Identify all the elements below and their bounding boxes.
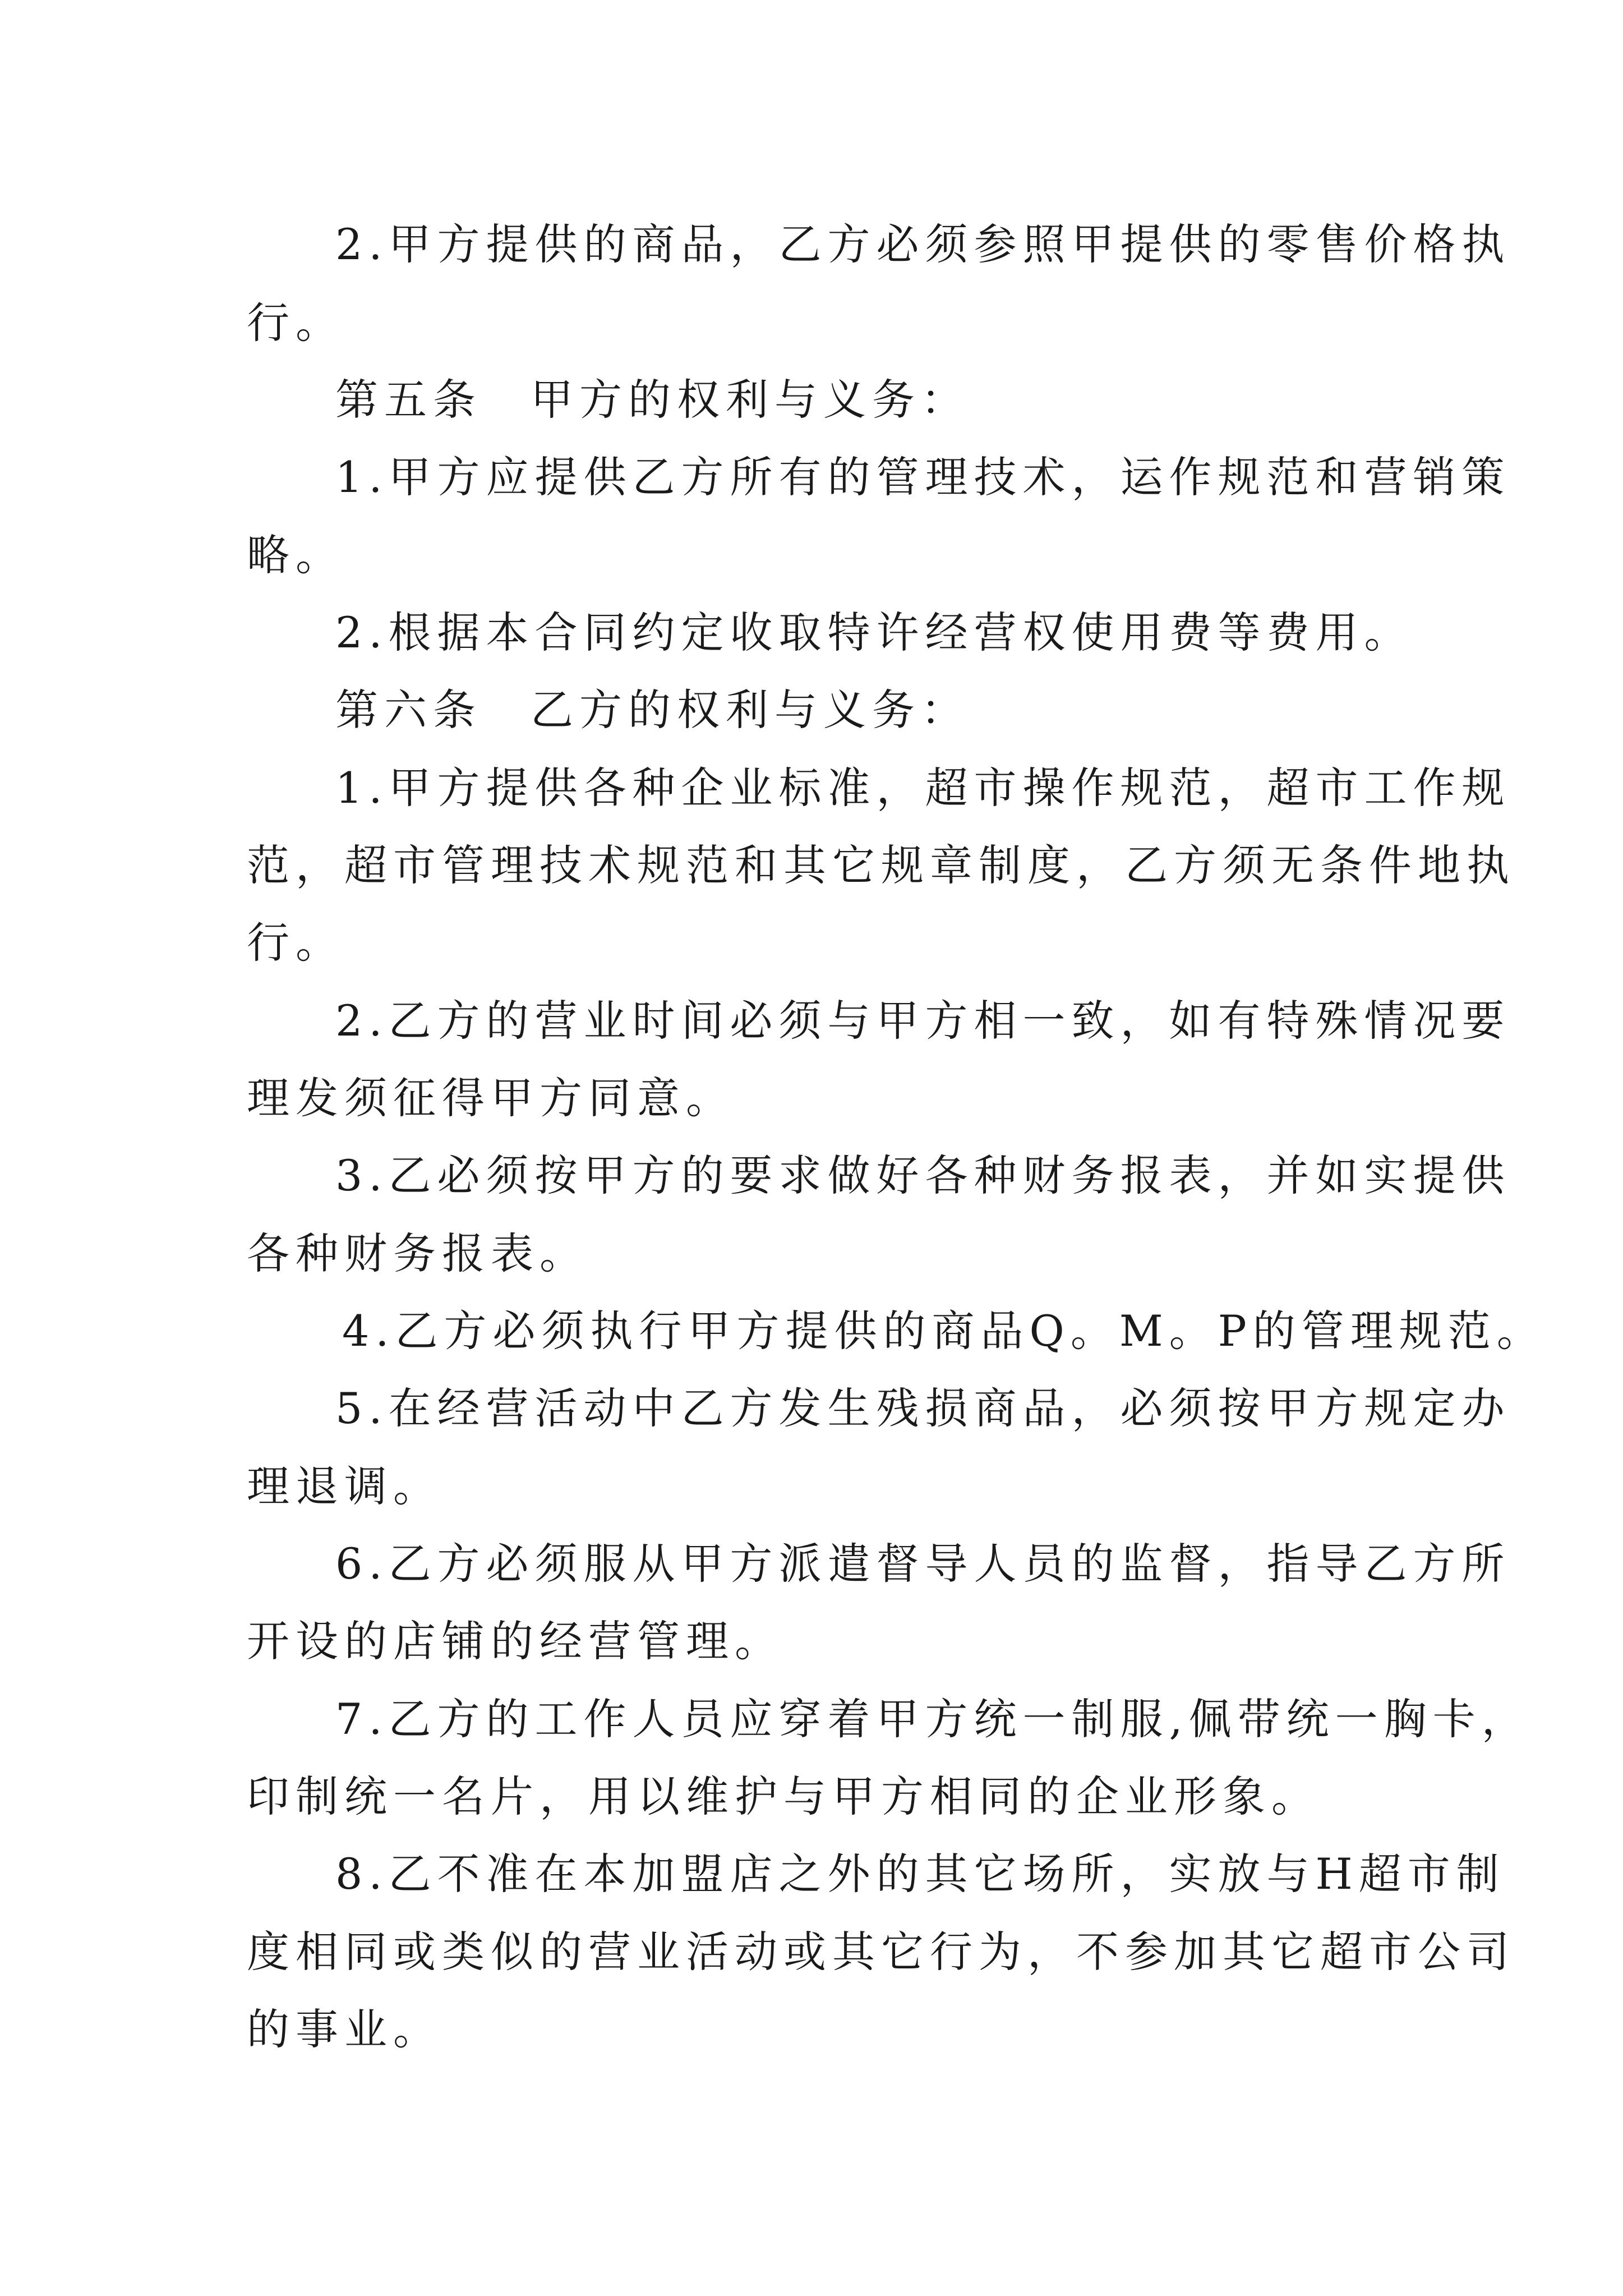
paragraph-line: 范，超市管理技术规范和其它规章制度，乙方须无条件地执 <box>247 840 1515 890</box>
paragraph-line: 行。 <box>247 918 344 968</box>
paragraph-line: 2.乙方的营业时间必须与甲方相一致，如有特殊情况要 <box>335 996 1511 1046</box>
paragraph-line: 8.乙不准在本加盟店之外的其它场所，实放与H超市制 <box>335 1849 1505 1899</box>
paragraph-line: 理退调。 <box>247 1461 442 1511</box>
paragraph-line: 1.甲方应提供乙方所有的管理技术，运作规范和营销策 <box>335 452 1511 502</box>
paragraph-line: 2.根据本合同约定收取特许经营权使用费等费用。 <box>335 608 1413 657</box>
paragraph-line: 略。 <box>247 530 344 580</box>
paragraph-line: 各种财务报表。 <box>247 1228 588 1278</box>
paragraph-line: 的事业。 <box>247 2004 442 2054</box>
paragraph-line: 行。 <box>247 298 344 348</box>
paragraph-line: 6.乙方必须服从甲方派遣督导人员的监督，指导乙方所 <box>335 1539 1511 1589</box>
paragraph-line: 2.甲方提供的商品，乙方必须参照甲提供的零售价格执 <box>335 219 1511 269</box>
section-heading: 第六条 乙方的权利与义务： <box>335 685 970 735</box>
paragraph-line: 印制统一名片，用以维护与甲方相同的企业形象。 <box>247 1772 1320 1821</box>
paragraph-line: 开设的店铺的经营管理。 <box>247 1616 783 1666</box>
paragraph-line: 度相同或类似的营业活动或其它行为，不参加其它超市公司 <box>247 1927 1515 1977</box>
section-heading: 第五条 甲方的权利与义务： <box>335 375 970 425</box>
paragraph-line: 5.在经营活动中乙方发生残损商品，必须按甲方规定办 <box>335 1383 1511 1433</box>
paragraph-line: 理发须征得甲方同意。 <box>247 1073 735 1123</box>
paragraph-line: 4.乙方必须执行甲方提供的商品Q。M。P的管理规范。 <box>342 1306 1546 1356</box>
paragraph-line: 3.乙必须按甲方的要求做好各种财务报表，并如实提供 <box>335 1151 1511 1200</box>
paragraph-line: 1.甲方提供各种企业标准，超市操作规范，超市工作规 <box>335 763 1511 813</box>
paragraph-line: 7.乙方的工作人员应穿着甲方统一制服,佩带统一胸卡， <box>335 1694 1530 1744</box>
